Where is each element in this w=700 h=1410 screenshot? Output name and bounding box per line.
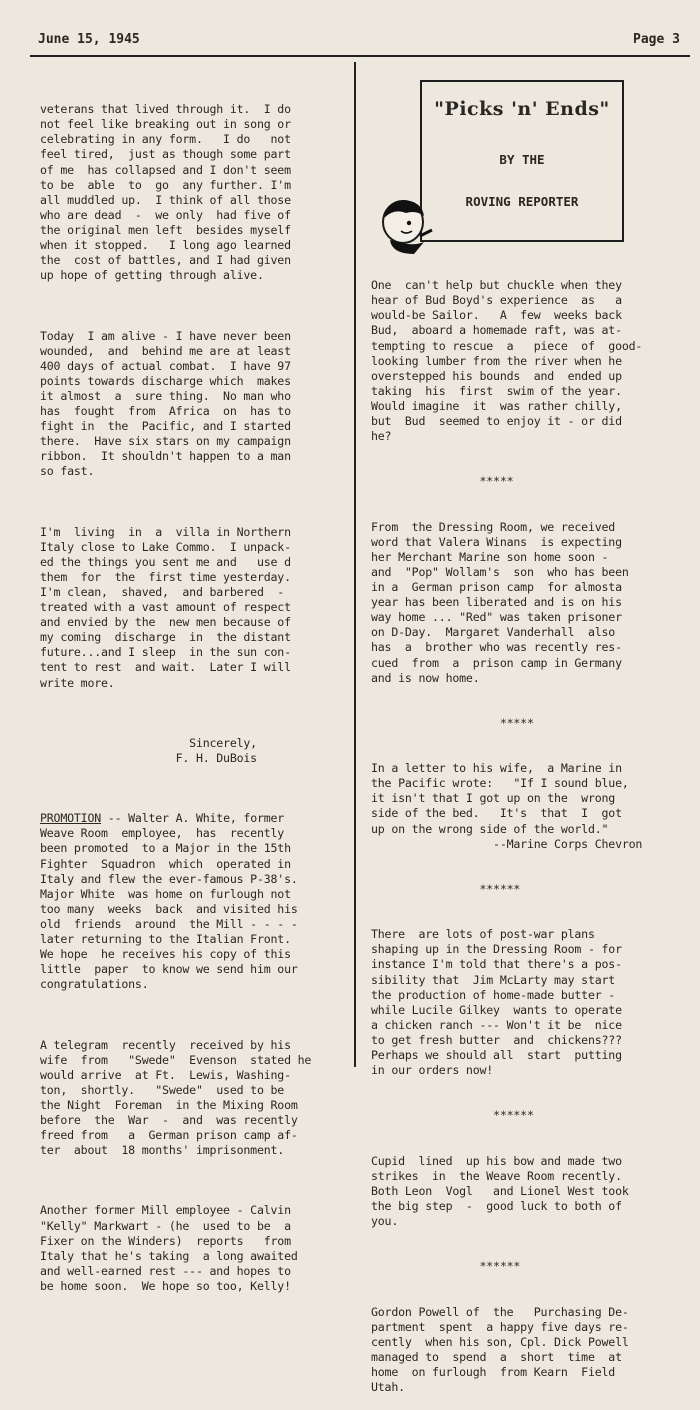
- column-title: "Picks 'n' Ends": [434, 98, 610, 120]
- signature-closing: Sincerely,: [40, 735, 257, 750]
- page-header: [38, 32, 680, 52]
- promotion-body: Weave Room employee, has recently been promoted to a Major in the 15th Fighter Squadron which operated in Italy and flew the ever-famous P-38's. Major White was home on furlough not too many weeks back and visited his old friends around the Mill - - - - later returning to the Italian Front. We hope he receives his copy of this little paper to know we send him our congratulations.: [40, 826, 298, 992]
- separator-stars-2: *****: [371, 715, 534, 730]
- bud-boyd-paragraph: One can't help but chuckle when they hear of Bud Boyd's experience as a would-be Sailor. A few weeks back Bud, aboard a homemade raft, was at- tempting to rescue a piece of good- looking lumber from the river when he overstepped his bounds and ended up taking his first swim of the year. Would imagine it was rather chilly, but Bud seemed to enjoy it - or did he?: [371, 278, 643, 444]
- powell-paragraph: Gordon Powell of the Purchasing De- partment spent a happy five days re- cently when his son, Cpl. Dick Powell managed to spend a short time at home on furlough from Kearn Field Utah.: [371, 1304, 629, 1395]
- separator-stars-5: ******: [371, 1259, 521, 1274]
- separator-stars-1: *****: [371, 474, 514, 489]
- letter-paragraph-3: I'm living in a villa in Northern Italy close to Lake Commo. I unpack- ed the things you sent me and use d them for the first time yesterday. I'm clean, shaved, and barbered - treated with a vast amount of respect and envied by the new men because of my coming discharge in the distant future...and I sleep in the sun con- tent to rest and wait. Later I will write more.: [40, 524, 291, 690]
- issue-date: June 15, 1945: [38, 32, 140, 47]
- letter-paragraph-2: Today I am alive - I have never been wounded, and behind me are at least 400 days of actual combat. I have 97 points towards discharge which makes it almost a sure thing. No man who has fought from Africa on has to fight in the Pacific, and I started there. Have six stars on my campaign ribbon. It shouldn't happen to a man so fast.: [40, 328, 291, 479]
- promotion-paragraph: [40, 811, 344, 992]
- separator-stars-4: ******: [371, 1108, 534, 1123]
- letter-paragraph-1: veterans that lived through it. I do not feel like breaking out in song or celebrating in any form. I do not feel tired, just as though some part of me has collapsed and I don't seem to be able to go any further. I'm all muddled up. I think of all those who are dead - we only had five of the original men left besides myself when it stopped. I long ago learned the cost of battles, and I had given up hope of getting through alive.: [40, 102, 291, 283]
- left-column: [40, 72, 344, 1309]
- telegram-paragraph: A telegram recently received by his wife from "Swede" Evenson stated he would arrive at Ft. Lewis, Washing- ton, shortly. "Swede" used to be the Night Foreman in the Mixing Room before the War - and was recently freed from a German prison camp af- ter about 18 months' imprisonment.: [40, 1037, 312, 1158]
- right-column: [371, 248, 676, 1410]
- header-rule: [30, 55, 690, 57]
- promotion-heading: PROMOTION: [40, 811, 102, 826]
- letter-signature: [40, 736, 344, 766]
- column-byline: BY THE: [499, 152, 545, 167]
- column-author: ROVING REPORTER: [465, 194, 579, 209]
- signature-name: F. H. DuBois: [40, 750, 257, 765]
- page-number: Page 3: [633, 32, 680, 47]
- column-masthead: [420, 80, 624, 242]
- column-divider: [354, 62, 356, 1067]
- post-war-plans-paragraph: There are lots of post-war plans shaping up in the Dressing Room - for instance I'm told that there's a pos- sibility that Jim McLarty may start the production of home-made butter - while Lucile Gilkey wants to operate a chicken ranch --- Won't it be nice to get fresh butter and chickens??? Perhaps we should all start putting in our orders now!: [371, 927, 622, 1078]
- separator-stars-3: ******: [371, 881, 521, 896]
- marine-letter-paragraph: In a letter to his wife, a Marine in the Pacific wrote: "If I sound blue, it isn't that I got up on the wrong side of the bed. It's that I got up on the wrong side of the world." --Marine Corps Chevron: [371, 761, 643, 851]
- promotion-first-line: -- Walter A. White, former: [101, 811, 285, 826]
- dressing-room-paragraph: From the Dressing Room, we received word that Valera Winans is expecting her Merchant Marine son home soon - and "Pop" Wollam's son who has been in a German prison camp for almosta year has been liberated and is on his way home ... "Red" was taken prisoner on D-Day. Margaret Vanderhall also has a brother who was recently res- cued from a prison camp in Germany and is now home.: [371, 519, 629, 685]
- markwart-paragraph: Another former Mill employee - Calvin "Kelly" Markwart - (he used to be a Fixer on the Winders) reports from Italy that he's taking a long awaited and well-earned rest --- and hopes to be home soon. We hope so too, Kelly!: [40, 1203, 298, 1293]
- cupid-paragraph: Cupid lined up his bow and made two strikes in the Weave Room recently. Both Leon Vogl and Lionel West took the big step - good luck to both of you.: [371, 1153, 629, 1228]
